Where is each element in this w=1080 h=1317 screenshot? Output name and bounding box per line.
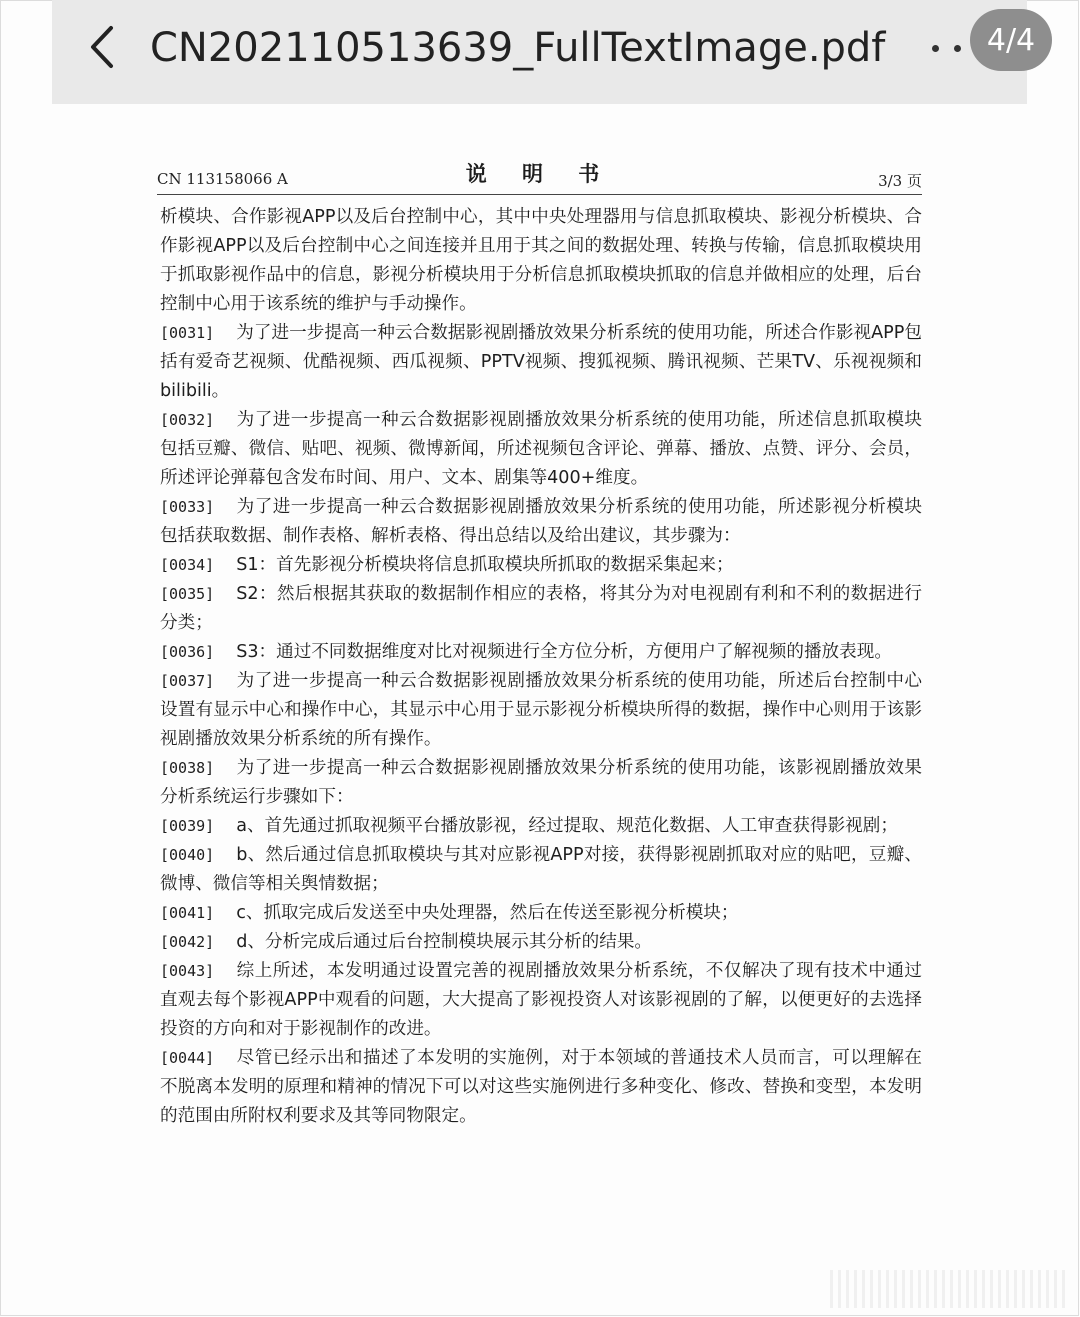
paragraph-text: 为了进一步提高一种云合数据影视剧播放效果分析系统的使用功能，所述后台控制中心设置有显示中心和操作中心，其显示中心用于显示影视分析模块所得的数据，操作中心则用于该影视剧播放效果分析系统的所有操作。 — [160, 671, 922, 749]
paragraph-number: [0038] — [160, 759, 215, 777]
paragraph — [160, 667, 922, 754]
paragraph-number: [0039] — [160, 817, 215, 835]
page-indicator-badge: 4/4 — [970, 9, 1052, 71]
paragraph — [160, 319, 922, 406]
file-name-title: CN202110513639_FullTextImage.pdf — [150, 25, 886, 71]
paragraph-number: [0040] — [160, 846, 215, 864]
paragraph-text: S1：首先影视分析模块将信息抓取模块所抓取的数据采集起来； — [236, 555, 734, 575]
document-header — [157, 158, 922, 192]
document-page-number: 3/3 页 — [878, 172, 922, 190]
paragraph-number: [0041] — [160, 904, 215, 922]
paragraph-number: [0033] — [160, 498, 215, 516]
paragraph — [160, 203, 922, 319]
paragraph-text: 为了进一步提高一种云合数据影视剧播放效果分析系统的使用功能，该影视剧播放效果分析系统运行步骤如下： — [160, 758, 922, 807]
paragraph — [160, 1044, 922, 1131]
paragraph-text: 为了进一步提高一种云合数据影视剧播放效果分析系统的使用功能，所述合作影视APP包括有爱奇艺视频、优酷视频、西瓜视频、PPTV视频、搜狐视频、腾讯视频、芒果TV、乐视视频和bilibili。 — [160, 323, 922, 401]
paragraph-number: [0031] — [160, 324, 215, 342]
paragraph — [160, 841, 922, 899]
paragraph — [160, 493, 922, 551]
paragraph — [160, 957, 922, 1044]
paragraph-text: c、抓取完成后发送至中央处理器，然后在传送至影视分析模块； — [236, 903, 739, 923]
document-title: 说 明 书 — [465, 162, 614, 186]
paragraph — [160, 406, 922, 493]
paragraph — [160, 928, 922, 957]
paragraph-text: 为了进一步提高一种云合数据影视剧播放效果分析系统的使用功能，所述影视分析模块包括获取数据、制作表格、解析表格、得出总结以及给出建议，其步骤为： — [160, 497, 922, 546]
paragraph-number: [0036] — [160, 643, 215, 661]
paragraph-text: a、首先通过抓取视频平台播放影视，经过提取、规范化数据、人工审查获得影视剧； — [236, 816, 898, 836]
paragraph-number: [0032] — [160, 411, 215, 429]
paragraph — [160, 754, 922, 812]
paragraph-text: S2：然后根据其获取的数据制作相应的表格，将其分为对电视剧有利和不利的数据进行分类； — [160, 584, 922, 633]
paragraph — [160, 580, 922, 638]
back-button[interactable] — [78, 18, 126, 76]
more-horizontal-icon — [932, 45, 939, 52]
paragraph-number: [0042] — [160, 933, 215, 951]
paragraph-text: S3：通过不同数据维度对比对视频进行全方位分析，方便用户了解视频的播放表现。 — [236, 642, 892, 662]
paragraph-text: 尽管已经示出和描述了本发明的实施例，对于本领域的普通技术人员而言，可以理解在不脱离本发明的原理和精神的情况下可以对这些实施例进行多种变化、修改、替换和变型，本发明的范围由所附权利要求及其等同物限定。 — [160, 1048, 922, 1126]
paragraph-text: 为了进一步提高一种云合数据影视剧播放效果分析系统的使用功能，所述信息抓取模块包括豆瓣、微信、贴吧、视频、微博新闻，所述视频包含评论、弹幕、播放、点赞、评分、会员，所述评论弹幕包含发布时间、用户、文本、剧集等400+维度。 — [160, 410, 922, 488]
paragraph-text: b、然后通过信息抓取模块与其对应影视APP对接，获得影视剧抓取对应的贴吧，豆瓣、微博、微信等相关舆情数据； — [160, 845, 922, 894]
header-divider — [157, 194, 922, 195]
paragraph-text: 综上所述，本发明通过设置完善的视剧播放效果分析系统，不仅解决了现有技术中通过直观去每个影视APP中观看的问题，大大提高了影视投资人对该影视剧的了解，以便更好的去选择投资的方向和对于影视制作的改进。 — [160, 961, 922, 1039]
paragraph-text: d、分析完成后通过后台控制模块展示其分析的结果。 — [236, 932, 653, 952]
paragraph-number: [0035] — [160, 585, 215, 603]
document-body — [160, 203, 922, 1131]
paragraph-text: 析模块、合作影视APP以及后台控制中心，其中中央处理器用与信息抓取模块、影视分析模块、合作影视APP以及后台控制中心之间连接并且用于其之间的数据处理、转换与传输，信息抓取模块用于抓取影视作品中的信息，影视分析模块用于分析信息抓取模块抓取的信息并做相应的处理，后台控制中心用于该系统的维护与手动操作。 — [160, 207, 922, 314]
paragraph — [160, 551, 922, 580]
chevron-left-icon — [87, 24, 117, 70]
paragraph-number: [0037] — [160, 672, 215, 690]
paragraph — [160, 638, 922, 667]
paragraph-number: [0044] — [160, 1049, 215, 1067]
paragraph-number: [0034] — [160, 556, 215, 574]
paragraph — [160, 812, 922, 841]
paragraph — [160, 899, 922, 928]
paragraph-number: [0043] — [160, 962, 215, 980]
publication-number: CN 113158066 A — [157, 170, 288, 188]
watermark-strip — [830, 1270, 1070, 1308]
